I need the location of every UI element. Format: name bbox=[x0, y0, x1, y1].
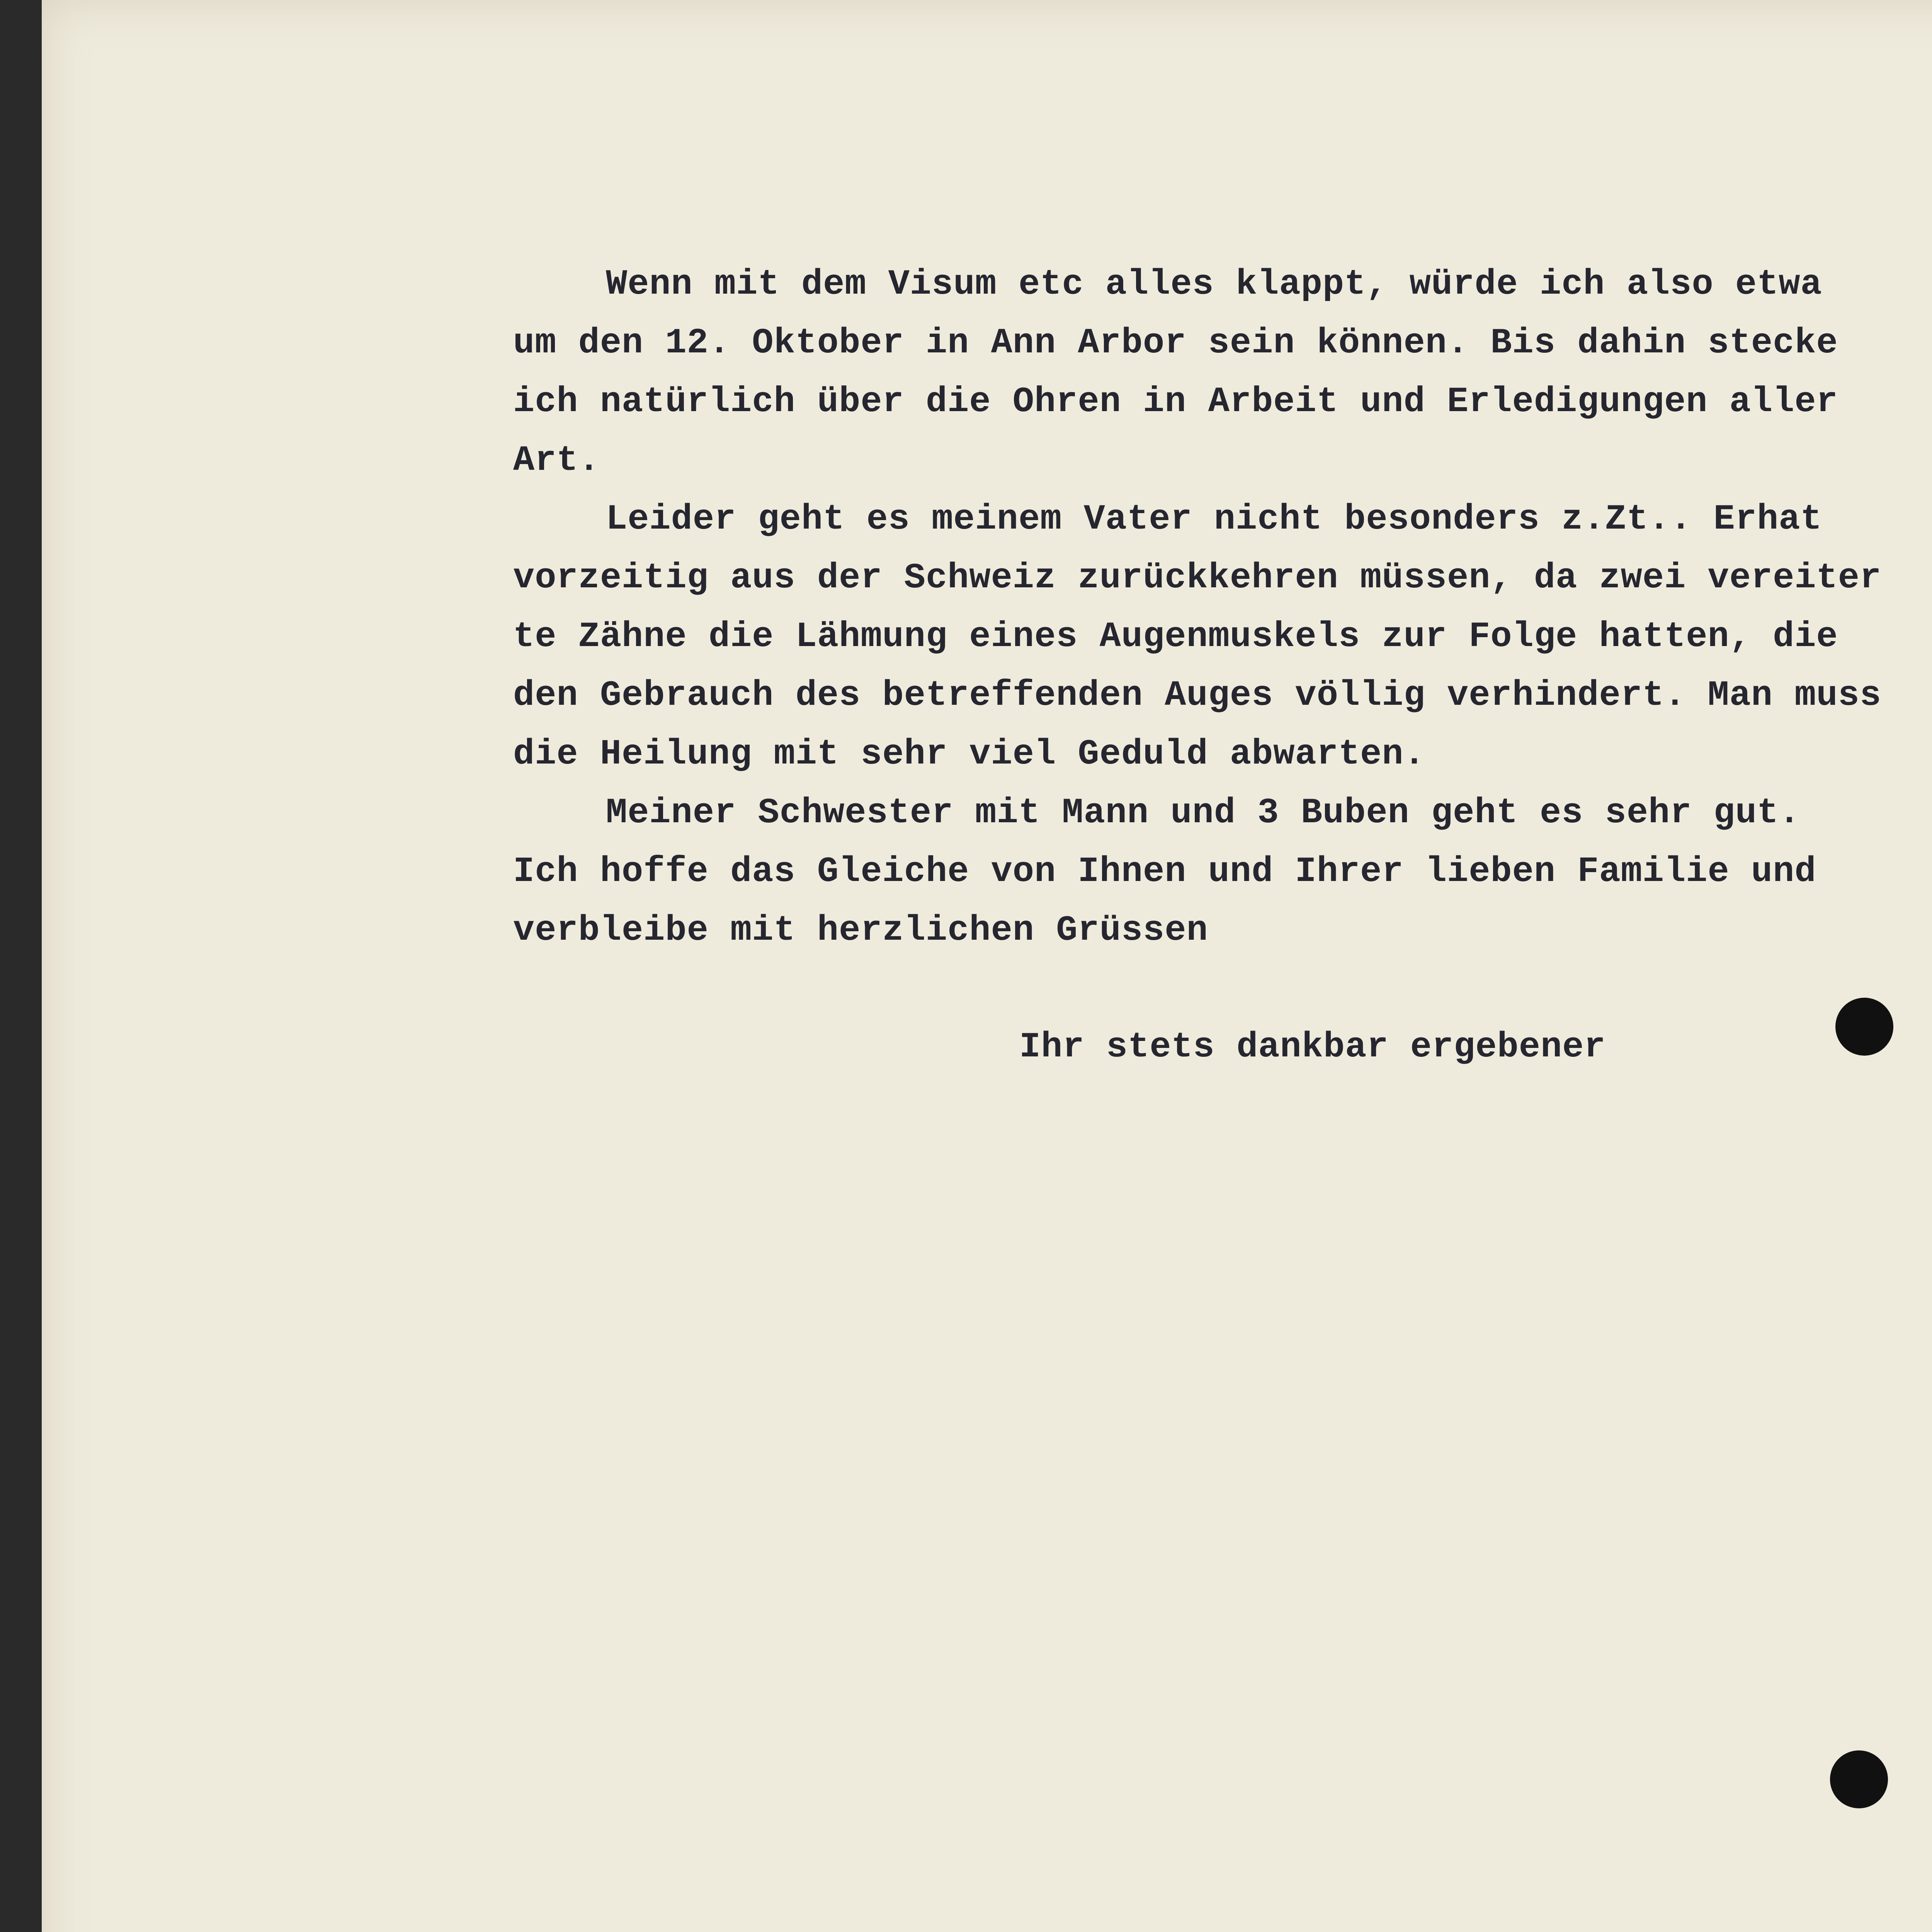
text-line: verbleibe mit herzlichen Grüssen bbox=[513, 910, 1208, 951]
text-line: um den 12. Oktober in Ann Arbor sein können. Bis dahin stecke bbox=[513, 323, 1838, 363]
text-line: Meiner Schwester mit Mann und 3 Buben geht es sehr gut. bbox=[606, 793, 1801, 833]
text-line: Leider geht es meinem Vater nicht besonders z.Zt.. Erhat bbox=[606, 499, 1822, 539]
punch-hole bbox=[1830, 1750, 1888, 1808]
text-line: ich natürlich über die Ohren in Arbeit und Erledigungen aller bbox=[513, 381, 1838, 422]
letter-page bbox=[42, 0, 1932, 1932]
text-line: Art. bbox=[513, 440, 600, 481]
text-line: den Gebrauch des betreffenden Auges völlig verhindert. Man muss bbox=[513, 675, 1882, 716]
closing-line: Ihr stets dankbar ergebener bbox=[1019, 1027, 1606, 1067]
text-line: vorzeitig aus der Schweiz zurückkehren müssen, da zwei vereiter bbox=[513, 558, 1882, 598]
text-line: Ich hoffe das Gleiche von Ihnen und Ihrer lieben Familie und bbox=[513, 851, 1816, 892]
punch-hole bbox=[1835, 998, 1893, 1056]
letter-body bbox=[513, 255, 1932, 1077]
text-line: te Zähne die Lähmung eines Augenmuskels zur Folge hatten, die bbox=[513, 616, 1838, 657]
text-line: Wenn mit dem Visum etc alles klappt, würde ich also etwa bbox=[606, 264, 1822, 304]
text-line: die Heilung mit sehr viel Geduld abwarten. bbox=[513, 734, 1425, 774]
